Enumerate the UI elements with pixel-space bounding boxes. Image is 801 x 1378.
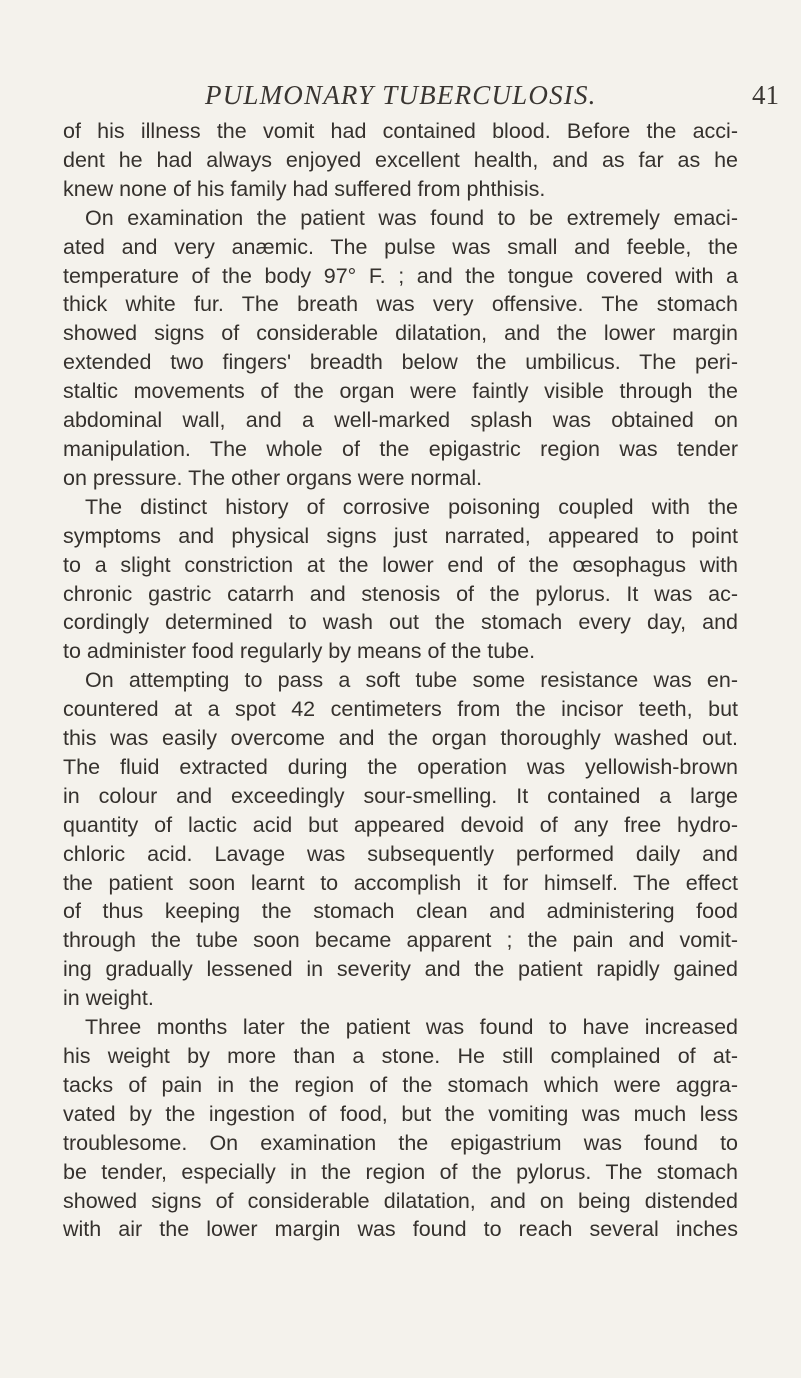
text-line: knew none of his family had suffered from phthisis.: [63, 176, 546, 201]
text-line: to a slight constriction at the lower end of the œsophagus with: [63, 552, 738, 577]
running-title: PULMONARY TUBERCULOSIS.: [205, 80, 597, 110]
text-line: The fluid extracted during the operation was yellowish-brown: [63, 754, 738, 779]
text-line: staltic movements of the organ were faintly visible through the: [63, 379, 738, 404]
text-line: cordingly determined to wash out the stomach every day, and: [63, 610, 738, 635]
text-line: troublesome. On examination the epigastrium was found to: [63, 1130, 738, 1155]
paragraph-4: [63, 666, 738, 1013]
text-line: chronic gastric catarrh and stenosis of the pylorus. It was ac-: [63, 581, 738, 606]
body-text: [63, 117, 738, 1244]
paragraph-3: [63, 493, 738, 666]
text-line: in colour and exceedingly sour-smelling. It contained a large: [63, 783, 738, 808]
text-line: showed signs of considerable dilatation, and the lower margin: [63, 321, 738, 346]
paragraph-5: [63, 1013, 738, 1244]
text-line: his weight by more than a stone. He still complained of at-: [63, 1044, 738, 1068]
paragraph-1: [63, 117, 738, 204]
text-line: chloric acid. Lavage was subsequently performed daily and: [63, 841, 738, 866]
text-line: tacks of pain in the region of the stomach which were aggra-: [63, 1072, 738, 1097]
text-line: quantity of lactic acid but appeared devoid of any free hydro-: [63, 812, 738, 837]
text-line: showed signs of considerable dilatation, and on being distended: [63, 1188, 738, 1213]
text-line: with air the lower margin was found to reach several inches: [63, 1217, 738, 1242]
text-line: On attempting to pass a soft tube some resistance was en-: [85, 668, 738, 693]
text-line: Three months later the patient was found to have increased: [85, 1015, 738, 1040]
text-line: ing gradually lessened in severity and the patient rapidly gained: [63, 957, 738, 982]
text-line: this was easily overcome and the organ thoroughly washed out.: [63, 726, 738, 751]
text-line: through the tube soon became apparent ; the pain and vomit-: [63, 928, 738, 953]
text-line: the patient soon learnt to accomplish it for himself. The effect: [63, 870, 738, 895]
text-line: of thus keeping the stomach clean and administering food: [63, 899, 738, 924]
text-line: to administer food regularly by means of the tube.: [63, 639, 536, 664]
text-line: extended two fingers' breadth below the umbilicus. The peri-: [63, 350, 738, 375]
text-line: in weight.: [63, 986, 154, 1011]
text-line: on pressure. The other organs were normal.: [63, 465, 483, 490]
text-line: symptoms and physical signs just narrated, appeared to point: [63, 523, 738, 548]
text-line: abdominal wall, and a well-marked splash was obtained on: [63, 408, 738, 433]
paragraph-2: [63, 204, 738, 493]
page-number: 41: [752, 80, 779, 110]
text-line: thick white fur. The breath was very offensive. The stomach: [63, 292, 738, 317]
text-line: The distinct history of corrosive poisoning coupled with the: [85, 494, 738, 519]
text-line: dent he had always enjoyed excellent health, and as far as he: [63, 147, 738, 172]
text-line: of his illness the vomit had contained blood. Before the acci-: [63, 119, 738, 143]
text-line: On examination the patient was found to be extremely emaci-: [85, 205, 738, 230]
text-line: manipulation. The whole of the epigastric region was tender: [63, 436, 738, 461]
running-head: [0, 80, 801, 120]
text-line: ated and very anæmic. The pulse was small and feeble, the: [63, 234, 738, 259]
text-line: temperature of the body 97° F. ; and the tongue covered with a: [63, 263, 738, 288]
text-line: be tender, especially in the region of the pylorus. The stomach: [63, 1159, 738, 1184]
text-line: vated by the ingestion of food, but the vomiting was much less: [63, 1101, 738, 1126]
text-line: countered at a spot 42 centimeters from the incisor teeth, but: [63, 697, 738, 722]
